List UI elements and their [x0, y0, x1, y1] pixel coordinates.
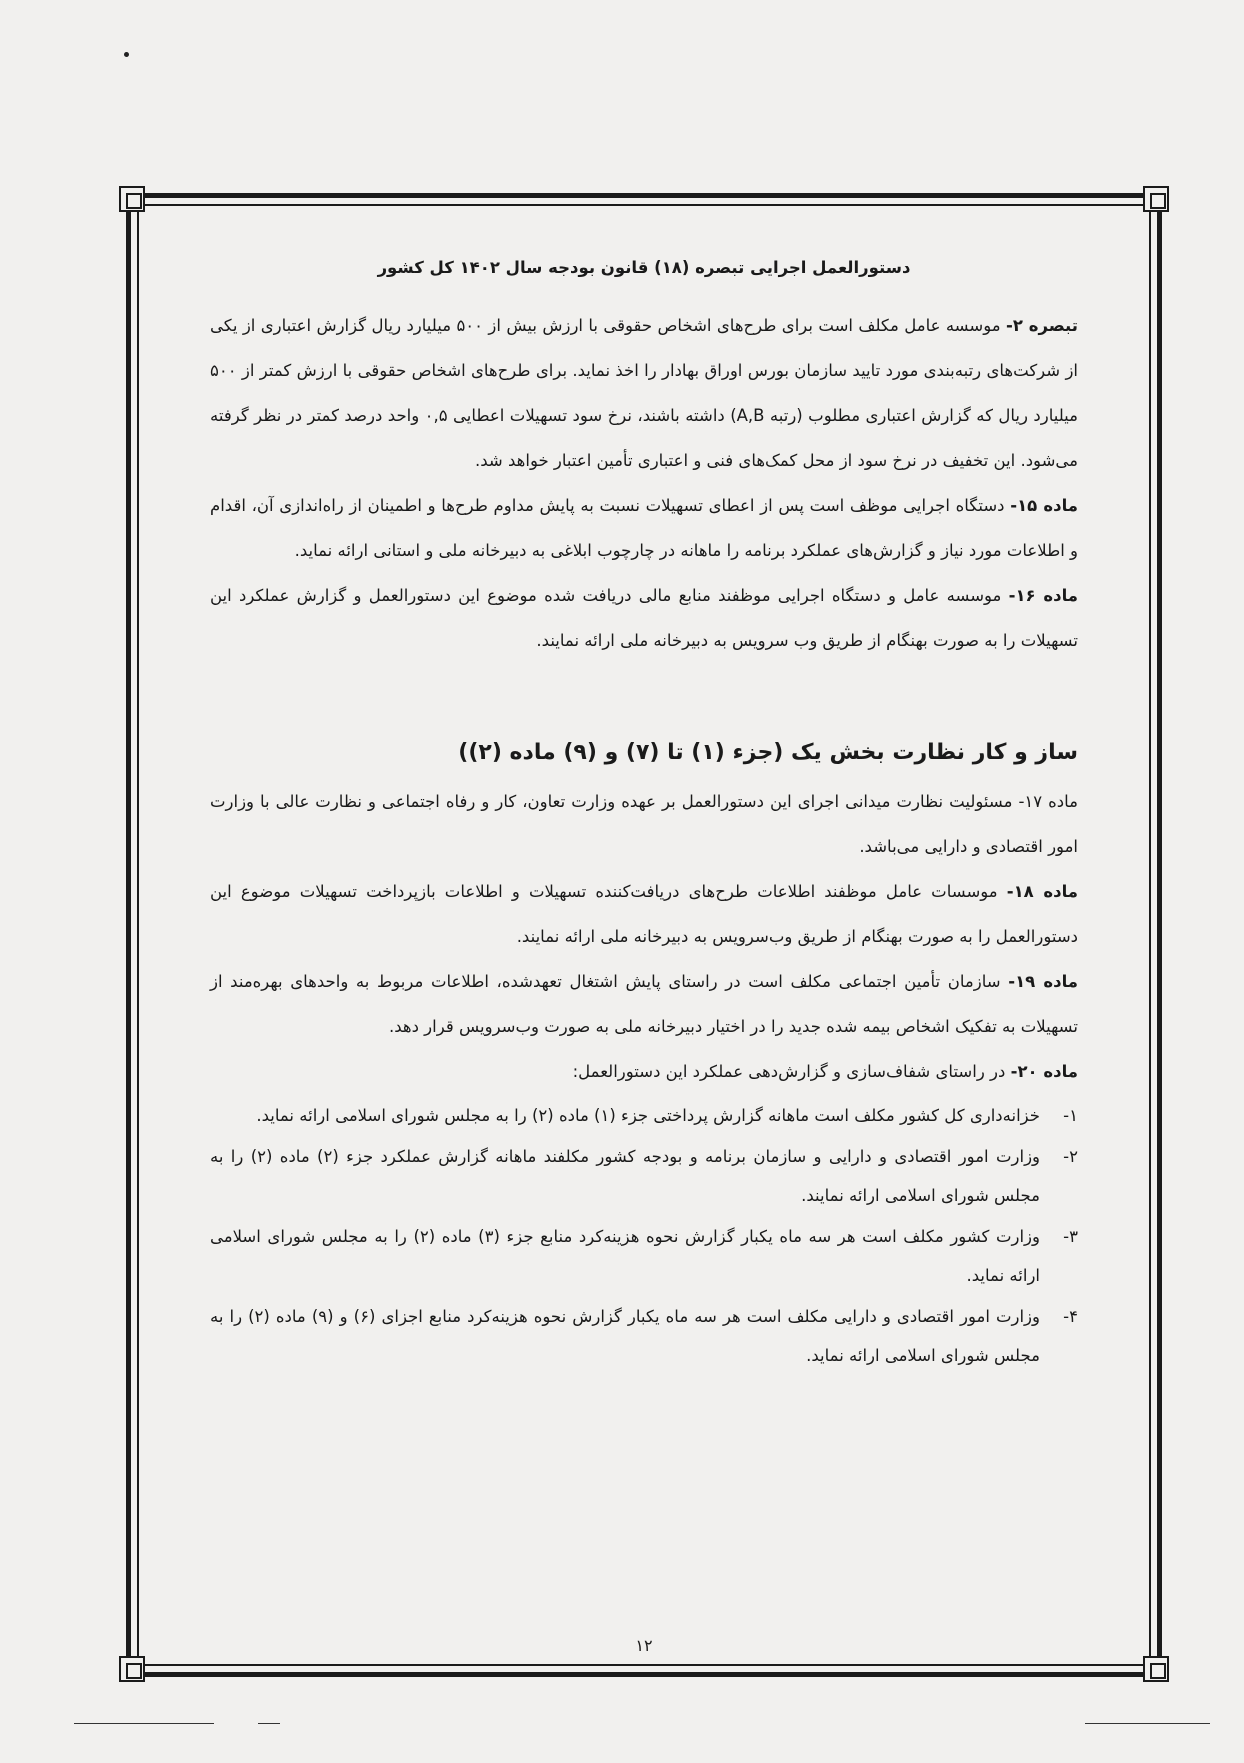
list-item-number: ۲-: [1063, 1147, 1078, 1166]
list-item-number: ۴-: [1063, 1307, 1078, 1326]
note-2-text: موسسه عامل مکلف است برای طرح‌های اشخاص حقوقی با ارزش بیش از ۵۰۰ میلیارد ریال گزارش اعتباری از یکی از شرکت‌های رتبه‌بندی مورد تایید سازمان بورس اوراق بهادار را اخذ نماید. برای طرح‌های اشخاص حقوقی با ارزش کمتر از ۵۰۰ میلیارد ریال که گزارش اعتباری مطلوب (رتبه A,B) داشته باشند، نرخ سود تسهیلات اعطایی ۰,۵ واحد درصد کمتر در نظر گرفته می‌شود. این تخفیف در نرخ سود از محل کمک‌های فنی و اعتباری تأمین اعتبار خواهد شد.: [210, 316, 1078, 470]
article-18-label: ماده ۱۸-: [1006, 882, 1078, 901]
footer-line-short: [258, 1723, 280, 1724]
list-item-number: ۱-: [1063, 1106, 1078, 1125]
page-number: ۱۲: [635, 1636, 653, 1655]
list-item: [210, 1096, 1078, 1135]
list-item-number: ۳-: [1063, 1227, 1078, 1246]
note-2: [210, 303, 1078, 483]
article-17-text: مسئولیت نظارت میدانی اجرای این دستورالعمل بر عهده وزارت تعاون، کار و رفاه اجتماعی و نظارت عالی با وزارت امور اقتصادی و دارایی می‌باشد.: [210, 792, 1078, 856]
article-19-label: ماده ۱۹-: [1008, 972, 1078, 991]
document-title: دستورالعمل اجرایی تبصره (۱۸) قانون بودجه سال ۱۴۰۲ کل کشور: [377, 258, 911, 277]
article-20-list: [210, 1096, 1078, 1375]
list-item-text: خزانه‌داری کل کشور مکلف است ماهانه گزارش پرداختی جزء (۱) ماده (۲) را به مجلس شورای اسلامی ارائه نماید.: [256, 1106, 1040, 1125]
article-19-text: سازمان تأمین اجتماعی مکلف است در راستای پایش اشتغال تعهدشده، اطلاعات مربوط به واحدهای بهره‌مند از تسهیلات به تفکیک اشخاص بیمه شده جدید را در اختیار دبیرخانه ملی به صورت وب‌سرویس قرار دهد.: [210, 972, 1078, 1036]
article-20-text: در راستای شفاف‌سازی و گزارش‌دهی عملکرد این دستورالعمل:: [572, 1062, 1011, 1081]
article-20: [210, 1049, 1078, 1094]
note-2-label: تبصره ۲-: [1005, 316, 1078, 335]
section-heading: ساز و کار نظارت بخش یک (جزء (۱) تا (۷) و (۹) ماده (۲)): [458, 740, 1078, 765]
article-15-text: دستگاه اجرایی موظف است پس از اعطای تسهیلات نسبت به پایش مداوم طرح‌ها و اطمینان از راه‌اندازی آن، اقدام و اطلاعات مورد نیاز و گزارش‌های عملکرد برنامه را ماهانه در چارچوب ابلاغی به دبیرخانه ملی و استانی ارائه نماید.: [210, 496, 1078, 560]
footer-line-right: [1085, 1723, 1210, 1724]
article-20-label: ماده ۲۰-: [1010, 1062, 1078, 1081]
article-17-label: ماده ۱۷-: [1018, 792, 1079, 811]
article-17: [210, 779, 1078, 869]
article-16: [210, 573, 1078, 663]
article-16-label: ماده ۱۶-: [1008, 586, 1078, 605]
list-item-text: وزارت امور اقتصادی و دارایی مکلف است هر سه ماه یکبار گزارش نحوه هزینه‌کرد منابع اجزای (۶) و (۹) ماده (۲) را به مجلس شورای اسلامی ارائه نماید.: [210, 1307, 1040, 1365]
article-18: [210, 869, 1078, 959]
article-15-label: ماده ۱۵-: [1010, 496, 1078, 515]
border-corner-top-right: [1143, 186, 1169, 212]
article-18-text: موسسات عامل موظفند اطلاعات طرح‌های دریافت‌کننده تسهیلات و اطلاعات بازپرداخت تسهیلات موضوع این دستورالعمل را به صورت بهنگام از طریق وب‌سرویس به دبیرخانه ملی ارائه نمایند.: [210, 882, 1078, 946]
list-item: [210, 1137, 1078, 1215]
document-body: [210, 258, 1079, 1655]
scan-dot: [124, 52, 129, 57]
article-15: [210, 483, 1078, 573]
border-corner-bottom-right: [1143, 1656, 1169, 1682]
list-item-text: وزارت کشور مکلف است هر سه ماه یکبار گزارش نحوه هزینه‌کرد منابع جزء (۳) ماده (۲) را به مجلس شورای اسلامی ارائه نماید.: [210, 1227, 1040, 1285]
footer-line-left: [74, 1723, 214, 1724]
list-item: [210, 1217, 1078, 1295]
border-corner-bottom-left: [119, 1656, 145, 1682]
border-corner-top-left: [119, 186, 145, 212]
article-16-text: موسسه عامل و دستگاه اجرایی موظفند منابع مالی دریافت شده موضوع این دستورالعمل و گزارش عملکرد این تسهیلات را به صورت بهنگام از طریق وب سرویس به دبیرخانه ملی ارائه نمایند.: [210, 586, 1078, 650]
list-item-text: وزارت امور اقتصادی و دارایی و سازمان برنامه و بودجه کشور مکلفند ماهانه گزارش عملکرد جزء (۲) ماده (۲) را به مجلس شورای اسلامی ارائه نمایند.: [210, 1147, 1041, 1205]
article-19: [210, 959, 1078, 1049]
list-item: [210, 1297, 1078, 1375]
